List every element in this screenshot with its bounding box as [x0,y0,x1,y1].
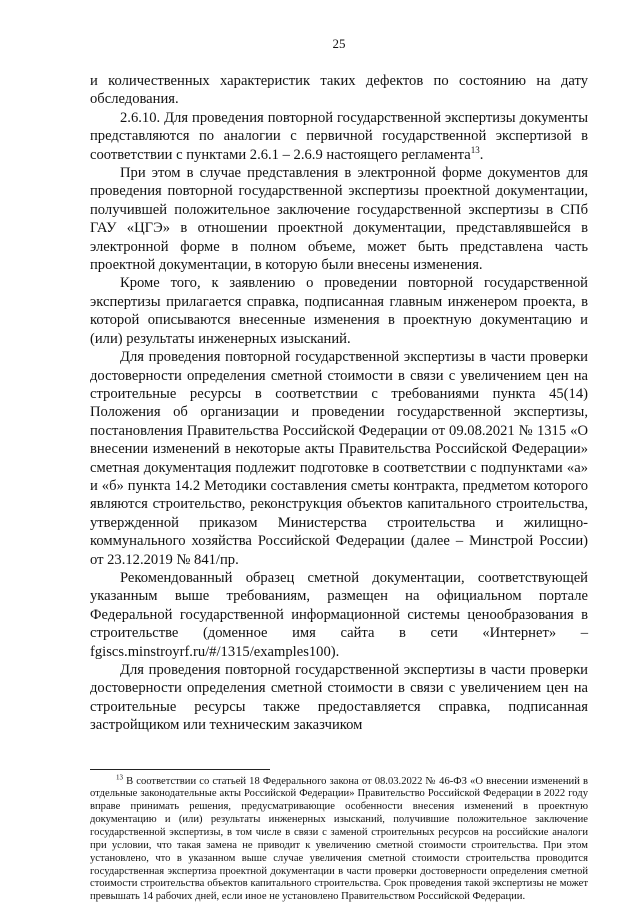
paragraph-2-6-10-end: . [479,146,484,163]
paragraph-electronic-form: При этом в случае представления в электронной форме документов для проведения повторной государственной экспертизы проектной документации, получившей положительное заключение государственной экспертизы в СПб ГАУ «ЦГЭ» в отношении проектной документации, представлявшейся в электронной форме в полном объеме, может быть представлена часть проектной документации, в которую были внесены изменения. [90,165,588,274]
page-number: 25 [332,36,346,51]
footnote-mark: 13 [116,773,123,782]
footnote-13 [90,773,588,904]
paragraph-recommended-sample: Рекомендованный образец сметной документации, соответствующей указанным выше требованиям, размещен на официальном портале Федеральной государственной информационной системы ценообразования в строительстве (доменное имя сайта в сети «Интернет» – fgiscs.minstroyrf.ru/#/1315/examples100). [90,569,588,660]
body-text [90,72,588,735]
footnote-reference-13[interactable]: 13 [470,144,480,155]
paragraph-defects-continuation: и количественных характеристик таких дефектов по состоянию на дату обследования. [90,73,588,108]
paragraph-2-6-10 [90,109,588,164]
paragraph-chief-engineer-certificate: Кроме того, к заявлению о проведении повторной государственной экспертизы прилагается справка, подписанная главным инженером проекта, в которой описываются внесенные изменения в проектную документацию и (или) результаты инженерных изысканий. [90,275,588,347]
paragraph-developer-certificate: Для проведения повторной государственной экспертизы в части проверки достоверности определения сметной стоимости в связи с увеличением цен на строительные ресурсы также предоставляется справка, подписанная застройщиком или техническим заказчиком [90,662,588,734]
paragraph-2-6-10-text: 2.6.10. Для проведения повторной государственной экспертизы документы представляются по аналогии с первичной государственной экспертизой в соответствии с пунктами 2.6.1 – 2.6.9 настоящего регламента [90,109,588,163]
paragraph-estimate-requirements: Для проведения повторной государственной экспертизы в части проверки достоверности определения сметной стоимости в связи с увеличением цен на строительные ресурсы в соответствии с требованиями пункта 45(14) Положения об организации и проведении государственной экспертизы, постановления Правительства Российской Федерации от 09.08.2021 № 1315 «О внесении изменений в некоторые акты Правительства Российской Федерации» сметная документация подлежит подготовке в соответствии с подпунктами «а» и «б» пункта 14.2 Методики составления сметы контракта, предметом которого являются строительство, реконструкция объектов капитального строительства, утвержденной приказом Министерства строительства и жилищно-коммунального хозяйства Российской Федерации (далее – Минстрой России) от 23.12.2019 № 841/пр. [90,349,588,568]
footnote-divider [90,769,270,770]
footnote-text: В соответствии со статьей 18 Федерального закона от 08.03.2022 № 46-ФЗ «О внесении изменений в отдельные законодательные акты Российской Федерации» Правительство Российской Федерации в 2022 году вправе принимать решения, предусматривающие особенности внесения изменений в проектную документацию и (или) результаты инженерных изысканий, получившие положительное заключение государственной экспертизы, в том числе в связи с заменой строительных ресурсов на российские аналоги при условии, что такая замена не приводит к увеличению сметной стоимости строительства. При этом установлено, что в указанном выше случае увеличения сметной стоимости строительства проводится государственная экспертиза проектной документации в части проверки достоверности определения сметной стоимости строительства объектов капитального строительства. Срок проведения такой экспертизы не может превышать 14 рабочих дней, если иное не установлено Правительством Российской Федерации. [90,775,588,903]
